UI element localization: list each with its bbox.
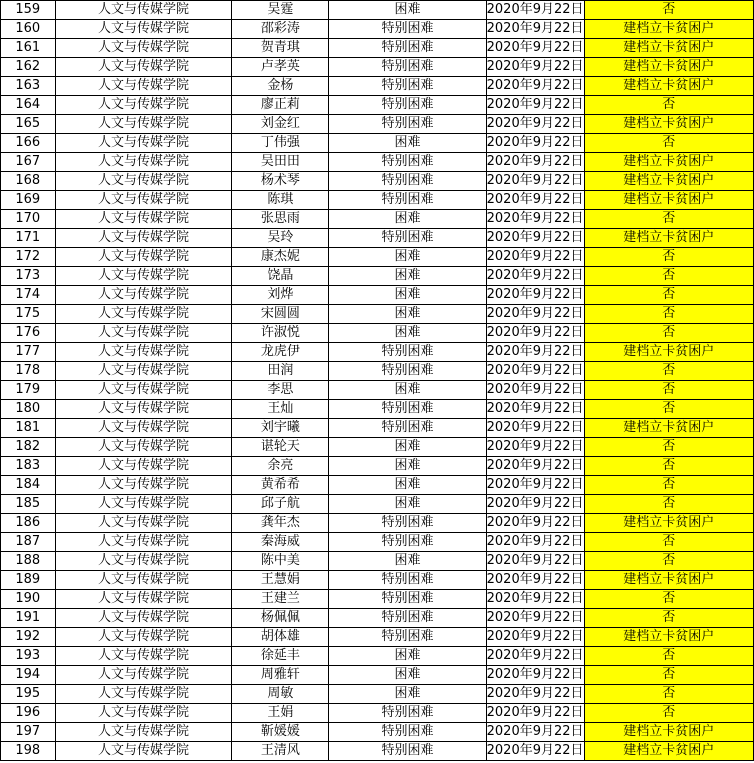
cell-poverty-status[interactable]: 否 xyxy=(584,210,753,229)
cell-date[interactable]: 2020年9月22日 xyxy=(486,457,584,476)
cell-poverty-status[interactable]: 否 xyxy=(584,362,753,381)
table-row xyxy=(1,58,754,77)
cell-difficulty-level[interactable]: 困难 xyxy=(329,381,486,400)
cell-difficulty-level[interactable]: 特别困难 xyxy=(329,96,486,115)
cell-poverty-status[interactable]: 否 xyxy=(584,248,753,267)
cell-date[interactable]: 2020年9月22日 xyxy=(486,324,584,343)
cell-student-name[interactable]: 陈琪 xyxy=(232,191,329,210)
cell-college[interactable]: 人文与传媒学院 xyxy=(55,248,232,267)
cell-difficulty-level[interactable]: 困难 xyxy=(329,476,486,495)
cell-number[interactable]: 172 xyxy=(1,248,56,267)
cell-number[interactable]: 191 xyxy=(1,609,56,628)
cell-student-name[interactable]: 吴霆 xyxy=(232,1,329,20)
cell-poverty-status[interactable]: 否 xyxy=(584,590,753,609)
cell-poverty-status[interactable]: 否 xyxy=(584,685,753,704)
cell-college[interactable]: 人文与传媒学院 xyxy=(55,533,232,552)
cell-date[interactable]: 2020年9月22日 xyxy=(486,134,584,153)
cell-number[interactable]: 162 xyxy=(1,58,56,77)
cell-number[interactable]: 187 xyxy=(1,533,56,552)
cell-college[interactable]: 人文与传媒学院 xyxy=(55,286,232,305)
cell-poverty-status[interactable]: 否 xyxy=(584,134,753,153)
cell-difficulty-level[interactable]: 特别困难 xyxy=(329,343,486,362)
cell-difficulty-level[interactable]: 困难 xyxy=(329,457,486,476)
cell-date[interactable]: 2020年9月22日 xyxy=(486,514,584,533)
cell-number[interactable]: 192 xyxy=(1,628,56,647)
cell-college[interactable]: 人文与传媒学院 xyxy=(55,609,232,628)
table-row xyxy=(1,229,754,248)
cell-date[interactable]: 2020年9月22日 xyxy=(486,153,584,172)
cell-student-name[interactable]: 李思 xyxy=(232,381,329,400)
cell-college[interactable]: 人文与传媒学院 xyxy=(55,704,232,723)
cell-college[interactable]: 人文与传媒学院 xyxy=(55,134,232,153)
cell-poverty-status[interactable]: 否 xyxy=(584,476,753,495)
cell-number[interactable]: 160 xyxy=(1,20,56,39)
cell-difficulty-level[interactable]: 特别困难 xyxy=(329,400,486,419)
table-row xyxy=(1,77,754,96)
table-row xyxy=(1,343,754,362)
cell-number[interactable]: 189 xyxy=(1,571,56,590)
cell-student-name[interactable]: 陈中美 xyxy=(232,552,329,571)
cell-number[interactable]: 171 xyxy=(1,229,56,248)
cell-difficulty-level[interactable]: 特别困难 xyxy=(329,723,486,742)
cell-college[interactable]: 人文与传媒学院 xyxy=(55,476,232,495)
cell-difficulty-level[interactable]: 特别困难 xyxy=(329,742,486,761)
cell-poverty-status[interactable]: 建档立卡贫困户 xyxy=(584,115,753,134)
cell-number[interactable]: 190 xyxy=(1,590,56,609)
cell-date[interactable]: 2020年9月22日 xyxy=(486,286,584,305)
cell-college[interactable]: 人文与传媒学院 xyxy=(55,39,232,58)
cell-student-name[interactable]: 饶晶 xyxy=(232,267,329,286)
cell-date[interactable]: 2020年9月22日 xyxy=(486,267,584,286)
cell-number[interactable]: 179 xyxy=(1,381,56,400)
cell-student-name[interactable]: 宋圆圆 xyxy=(232,305,329,324)
cell-date[interactable]: 2020年9月22日 xyxy=(486,685,584,704)
cell-student-name[interactable]: 丁伟强 xyxy=(232,134,329,153)
cell-date[interactable]: 2020年9月22日 xyxy=(486,552,584,571)
cell-difficulty-level[interactable]: 特别困难 xyxy=(329,419,486,438)
cell-date[interactable]: 2020年9月22日 xyxy=(486,210,584,229)
cell-poverty-status[interactable]: 否 xyxy=(584,457,753,476)
cell-difficulty-level[interactable]: 特别困难 xyxy=(329,77,486,96)
cell-number[interactable]: 193 xyxy=(1,647,56,666)
cell-student-name[interactable]: 谌轮天 xyxy=(232,438,329,457)
cell-number[interactable]: 182 xyxy=(1,438,56,457)
cell-date[interactable]: 2020年9月22日 xyxy=(486,229,584,248)
cell-difficulty-level[interactable]: 特别困难 xyxy=(329,229,486,248)
cell-poverty-status[interactable]: 建档立卡贫困户 xyxy=(584,571,753,590)
cell-poverty-status[interactable]: 建档立卡贫困户 xyxy=(584,229,753,248)
cell-poverty-status[interactable]: 建档立卡贫困户 xyxy=(584,191,753,210)
cell-college[interactable]: 人文与传媒学院 xyxy=(55,552,232,571)
cell-number[interactable]: 176 xyxy=(1,324,56,343)
cell-poverty-status[interactable]: 否 xyxy=(584,286,753,305)
cell-college[interactable]: 人文与传媒学院 xyxy=(55,571,232,590)
cell-date[interactable]: 2020年9月22日 xyxy=(486,419,584,438)
table-body xyxy=(1,1,754,761)
cell-poverty-status[interactable]: 建档立卡贫困户 xyxy=(584,514,753,533)
table-row xyxy=(1,666,754,685)
cell-poverty-status[interactable]: 建档立卡贫困户 xyxy=(584,343,753,362)
cell-difficulty-level[interactable]: 特别困难 xyxy=(329,704,486,723)
cell-difficulty-level[interactable]: 困难 xyxy=(329,248,486,267)
table-row xyxy=(1,419,754,438)
cell-student-name[interactable]: 王建兰 xyxy=(232,590,329,609)
cell-date[interactable]: 2020年9月22日 xyxy=(486,476,584,495)
cell-date[interactable]: 2020年9月22日 xyxy=(486,723,584,742)
table-row xyxy=(1,571,754,590)
cell-college[interactable]: 人文与传媒学院 xyxy=(55,305,232,324)
cell-college[interactable]: 人文与传媒学院 xyxy=(55,400,232,419)
cell-date[interactable]: 2020年9月22日 xyxy=(486,305,584,324)
cell-college[interactable]: 人文与传媒学院 xyxy=(55,267,232,286)
cell-date[interactable]: 2020年9月22日 xyxy=(486,1,584,20)
table-row xyxy=(1,20,754,39)
table-row xyxy=(1,191,754,210)
table-row xyxy=(1,39,754,58)
cell-difficulty-level[interactable]: 困难 xyxy=(329,438,486,457)
cell-college[interactable]: 人文与传媒学院 xyxy=(55,362,232,381)
cell-difficulty-level[interactable]: 特别困难 xyxy=(329,191,486,210)
table-row xyxy=(1,723,754,742)
cell-college[interactable]: 人文与传媒学院 xyxy=(55,381,232,400)
cell-poverty-status[interactable]: 建档立卡贫困户 xyxy=(584,77,753,96)
cell-student-name[interactable]: 邵彩涛 xyxy=(232,20,329,39)
cell-difficulty-level[interactable]: 特别困难 xyxy=(329,153,486,172)
cell-poverty-status[interactable]: 建档立卡贫困户 xyxy=(584,20,753,39)
cell-poverty-status[interactable]: 否 xyxy=(584,704,753,723)
cell-number[interactable]: 159 xyxy=(1,1,56,20)
cell-date[interactable]: 2020年9月22日 xyxy=(486,647,584,666)
cell-student-name[interactable]: 许淑悦 xyxy=(232,324,329,343)
cell-student-name[interactable]: 秦海威 xyxy=(232,533,329,552)
cell-poverty-status[interactable]: 否 xyxy=(584,1,753,20)
table-row xyxy=(1,495,754,514)
cell-difficulty-level[interactable]: 困难 xyxy=(329,324,486,343)
cell-student-name[interactable]: 张思雨 xyxy=(232,210,329,229)
cell-student-name[interactable]: 王灿 xyxy=(232,400,329,419)
cell-date[interactable]: 2020年9月22日 xyxy=(486,704,584,723)
cell-student-name[interactable]: 田润 xyxy=(232,362,329,381)
table-row xyxy=(1,362,754,381)
cell-difficulty-level[interactable]: 困难 xyxy=(329,267,486,286)
cell-student-name[interactable]: 杨佩佩 xyxy=(232,609,329,628)
cell-number[interactable]: 188 xyxy=(1,552,56,571)
cell-number[interactable]: 198 xyxy=(1,742,56,761)
cell-student-name[interactable]: 卢孝英 xyxy=(232,58,329,77)
cell-number[interactable]: 178 xyxy=(1,362,56,381)
cell-number[interactable]: 186 xyxy=(1,514,56,533)
cell-poverty-status[interactable]: 否 xyxy=(584,96,753,115)
cell-college[interactable]: 人文与传媒学院 xyxy=(55,343,232,362)
cell-difficulty-level[interactable]: 困难 xyxy=(329,666,486,685)
cell-number[interactable]: 174 xyxy=(1,286,56,305)
table-row xyxy=(1,381,754,400)
cell-date[interactable]: 2020年9月22日 xyxy=(486,39,584,58)
cell-number[interactable]: 184 xyxy=(1,476,56,495)
cell-number[interactable]: 163 xyxy=(1,77,56,96)
cell-poverty-status[interactable]: 否 xyxy=(584,267,753,286)
cell-poverty-status[interactable]: 建档立卡贫困户 xyxy=(584,172,753,191)
cell-student-name[interactable]: 王慧娟 xyxy=(232,571,329,590)
cell-difficulty-level[interactable]: 困难 xyxy=(329,1,486,20)
cell-date[interactable]: 2020年9月22日 xyxy=(486,590,584,609)
cell-student-name[interactable]: 杨术琴 xyxy=(232,172,329,191)
cell-date[interactable]: 2020年9月22日 xyxy=(486,172,584,191)
cell-number[interactable]: 169 xyxy=(1,191,56,210)
cell-difficulty-level[interactable]: 特别困难 xyxy=(329,20,486,39)
cell-date[interactable]: 2020年9月22日 xyxy=(486,362,584,381)
cell-date[interactable]: 2020年9月22日 xyxy=(486,533,584,552)
cell-college[interactable]: 人文与传媒学院 xyxy=(55,324,232,343)
cell-poverty-status[interactable]: 建档立卡贫困户 xyxy=(584,742,753,761)
cell-difficulty-level[interactable]: 困难 xyxy=(329,685,486,704)
cell-date[interactable]: 2020年9月22日 xyxy=(486,666,584,685)
cell-poverty-status[interactable]: 建档立卡贫困户 xyxy=(584,58,753,77)
table-row xyxy=(1,647,754,666)
table-row xyxy=(1,457,754,476)
table-row xyxy=(1,1,754,20)
table-row xyxy=(1,267,754,286)
cell-difficulty-level[interactable]: 困难 xyxy=(329,286,486,305)
table-row xyxy=(1,134,754,153)
table-row xyxy=(1,96,754,115)
cell-college[interactable]: 人文与传媒学院 xyxy=(55,229,232,248)
table-row xyxy=(1,742,754,761)
cell-college[interactable]: 人文与传媒学院 xyxy=(55,666,232,685)
cell-number[interactable]: 170 xyxy=(1,210,56,229)
cell-college[interactable]: 人文与传媒学院 xyxy=(55,438,232,457)
cell-student-name[interactable]: 靳媛媛 xyxy=(232,723,329,742)
cell-poverty-status[interactable]: 建档立卡贫困户 xyxy=(584,419,753,438)
cell-college[interactable]: 人文与传媒学院 xyxy=(55,96,232,115)
table-row xyxy=(1,514,754,533)
cell-date[interactable]: 2020年9月22日 xyxy=(486,609,584,628)
cell-number[interactable]: 175 xyxy=(1,305,56,324)
cell-college[interactable]: 人文与传媒学院 xyxy=(55,77,232,96)
table-row xyxy=(1,115,754,134)
cell-student-name[interactable]: 胡体雄 xyxy=(232,628,329,647)
cell-student-name[interactable]: 周雅轩 xyxy=(232,666,329,685)
cell-date[interactable]: 2020年9月22日 xyxy=(486,438,584,457)
table-row xyxy=(1,172,754,191)
table-row xyxy=(1,438,754,457)
cell-difficulty-level[interactable]: 特别困难 xyxy=(329,58,486,77)
cell-date[interactable]: 2020年9月22日 xyxy=(486,248,584,267)
table-row xyxy=(1,685,754,704)
cell-difficulty-level[interactable]: 特别困难 xyxy=(329,533,486,552)
cell-poverty-status[interactable]: 否 xyxy=(584,647,753,666)
cell-college[interactable]: 人文与传媒学院 xyxy=(55,495,232,514)
cell-date[interactable]: 2020年9月22日 xyxy=(486,628,584,647)
cell-student-name[interactable]: 刘宇曦 xyxy=(232,419,329,438)
cell-date[interactable]: 2020年9月22日 xyxy=(486,400,584,419)
cell-date[interactable]: 2020年9月22日 xyxy=(486,58,584,77)
cell-college[interactable]: 人文与传媒学院 xyxy=(55,419,232,438)
cell-college[interactable]: 人文与传媒学院 xyxy=(55,58,232,77)
cell-difficulty-level[interactable]: 特别困难 xyxy=(329,609,486,628)
cell-difficulty-level[interactable]: 特别困难 xyxy=(329,628,486,647)
table-row xyxy=(1,286,754,305)
cell-college[interactable]: 人文与传媒学院 xyxy=(55,153,232,172)
cell-student-name[interactable]: 康杰妮 xyxy=(232,248,329,267)
cell-poverty-status[interactable]: 否 xyxy=(584,324,753,343)
cell-date[interactable]: 2020年9月22日 xyxy=(486,96,584,115)
table-row xyxy=(1,305,754,324)
table-row xyxy=(1,590,754,609)
cell-number[interactable]: 196 xyxy=(1,704,56,723)
cell-date[interactable]: 2020年9月22日 xyxy=(486,77,584,96)
table-row xyxy=(1,210,754,229)
cell-poverty-status[interactable]: 否 xyxy=(584,666,753,685)
cell-poverty-status[interactable]: 建档立卡贫困户 xyxy=(584,153,753,172)
cell-difficulty-level[interactable]: 特别困难 xyxy=(329,590,486,609)
cell-college[interactable]: 人文与传媒学院 xyxy=(55,115,232,134)
cell-difficulty-level[interactable]: 特别困难 xyxy=(329,514,486,533)
cell-poverty-status[interactable]: 建档立卡贫困户 xyxy=(584,628,753,647)
cell-college[interactable]: 人文与传媒学院 xyxy=(55,590,232,609)
cell-number[interactable]: 167 xyxy=(1,153,56,172)
cell-difficulty-level[interactable]: 特别困难 xyxy=(329,362,486,381)
cell-difficulty-level[interactable]: 困难 xyxy=(329,552,486,571)
cell-college[interactable]: 人文与传媒学院 xyxy=(55,628,232,647)
cell-student-name[interactable]: 金杨 xyxy=(232,77,329,96)
cell-number[interactable]: 168 xyxy=(1,172,56,191)
cell-date[interactable]: 2020年9月22日 xyxy=(486,571,584,590)
cell-number[interactable]: 166 xyxy=(1,134,56,153)
cell-student-name[interactable]: 邱子航 xyxy=(232,495,329,514)
cell-date[interactable]: 2020年9月22日 xyxy=(486,381,584,400)
cell-college[interactable]: 人文与传媒学院 xyxy=(55,191,232,210)
cell-poverty-status[interactable]: 否 xyxy=(584,552,753,571)
cell-poverty-status[interactable]: 否 xyxy=(584,381,753,400)
cell-date[interactable]: 2020年9月22日 xyxy=(486,20,584,39)
cell-student-name[interactable]: 吴田田 xyxy=(232,153,329,172)
cell-number[interactable]: 177 xyxy=(1,343,56,362)
cell-college[interactable]: 人文与传媒学院 xyxy=(55,457,232,476)
cell-number[interactable]: 197 xyxy=(1,723,56,742)
cell-college[interactable]: 人文与传媒学院 xyxy=(55,723,232,742)
table-row xyxy=(1,552,754,571)
cell-student-name[interactable]: 廖正莉 xyxy=(232,96,329,115)
cell-number[interactable]: 173 xyxy=(1,267,56,286)
cell-college[interactable]: 人文与传媒学院 xyxy=(55,685,232,704)
cell-student-name[interactable]: 徐延丰 xyxy=(232,647,329,666)
table-row xyxy=(1,628,754,647)
cell-difficulty-level[interactable]: 困难 xyxy=(329,210,486,229)
table-row xyxy=(1,248,754,267)
table-row xyxy=(1,400,754,419)
cell-college[interactable]: 人文与传媒学院 xyxy=(55,172,232,191)
table-row xyxy=(1,609,754,628)
cell-poverty-status[interactable]: 建档立卡贫困户 xyxy=(584,39,753,58)
cell-college[interactable]: 人文与传媒学院 xyxy=(55,210,232,229)
cell-college[interactable]: 人文与传媒学院 xyxy=(55,742,232,761)
cell-poverty-status[interactable]: 否 xyxy=(584,609,753,628)
cell-student-name[interactable]: 黄希希 xyxy=(232,476,329,495)
cell-difficulty-level[interactable]: 特别困难 xyxy=(329,39,486,58)
cell-student-name[interactable]: 刘金红 xyxy=(232,115,329,134)
cell-difficulty-level[interactable]: 困难 xyxy=(329,647,486,666)
cell-difficulty-level[interactable]: 困难 xyxy=(329,305,486,324)
cell-date[interactable]: 2020年9月22日 xyxy=(486,115,584,134)
cell-number[interactable]: 180 xyxy=(1,400,56,419)
cell-difficulty-level[interactable]: 特别困难 xyxy=(329,172,486,191)
cell-number[interactable]: 165 xyxy=(1,115,56,134)
cell-date[interactable]: 2020年9月22日 xyxy=(486,343,584,362)
cell-student-name[interactable]: 周敏 xyxy=(232,685,329,704)
cell-number[interactable]: 194 xyxy=(1,666,56,685)
cell-date[interactable]: 2020年9月22日 xyxy=(486,191,584,210)
cell-difficulty-level[interactable]: 特别困难 xyxy=(329,115,486,134)
cell-student-name[interactable]: 龚年杰 xyxy=(232,514,329,533)
cell-poverty-status[interactable]: 否 xyxy=(584,533,753,552)
cell-poverty-status[interactable]: 否 xyxy=(584,495,753,514)
table-row xyxy=(1,324,754,343)
cell-college[interactable]: 人文与传媒学院 xyxy=(55,1,232,20)
cell-poverty-status[interactable]: 否 xyxy=(584,400,753,419)
cell-student-name[interactable]: 余亮 xyxy=(232,457,329,476)
table-row xyxy=(1,533,754,552)
table-row xyxy=(1,153,754,172)
cell-difficulty-level[interactable]: 特别困难 xyxy=(329,571,486,590)
cell-college[interactable]: 人文与传媒学院 xyxy=(55,647,232,666)
cell-student-name[interactable]: 刘烨 xyxy=(232,286,329,305)
table-row xyxy=(1,704,754,723)
cell-number[interactable]: 161 xyxy=(1,39,56,58)
cell-poverty-status[interactable]: 否 xyxy=(584,305,753,324)
cell-difficulty-level[interactable]: 困难 xyxy=(329,134,486,153)
cell-poverty-status[interactable]: 建档立卡贫困户 xyxy=(584,723,753,742)
cell-student-name[interactable]: 王娟 xyxy=(232,704,329,723)
cell-poverty-status[interactable]: 否 xyxy=(584,438,753,457)
cell-student-name[interactable]: 王清风 xyxy=(232,742,329,761)
cell-date[interactable]: 2020年9月22日 xyxy=(486,742,584,761)
cell-student-name[interactable]: 吴玲 xyxy=(232,229,329,248)
cell-number[interactable]: 181 xyxy=(1,419,56,438)
cell-number[interactable]: 195 xyxy=(1,685,56,704)
cell-number[interactable]: 183 xyxy=(1,457,56,476)
cell-number[interactable]: 185 xyxy=(1,495,56,514)
cell-date[interactable]: 2020年9月22日 xyxy=(486,495,584,514)
cell-student-name[interactable]: 龙虎伊 xyxy=(232,343,329,362)
cell-difficulty-level[interactable]: 困难 xyxy=(329,495,486,514)
table-row xyxy=(1,476,754,495)
cell-number[interactable]: 164 xyxy=(1,96,56,115)
cell-student-name[interactable]: 贺青琪 xyxy=(232,39,329,58)
cell-college[interactable]: 人文与传媒学院 xyxy=(55,514,232,533)
cell-college[interactable]: 人文与传媒学院 xyxy=(55,20,232,39)
